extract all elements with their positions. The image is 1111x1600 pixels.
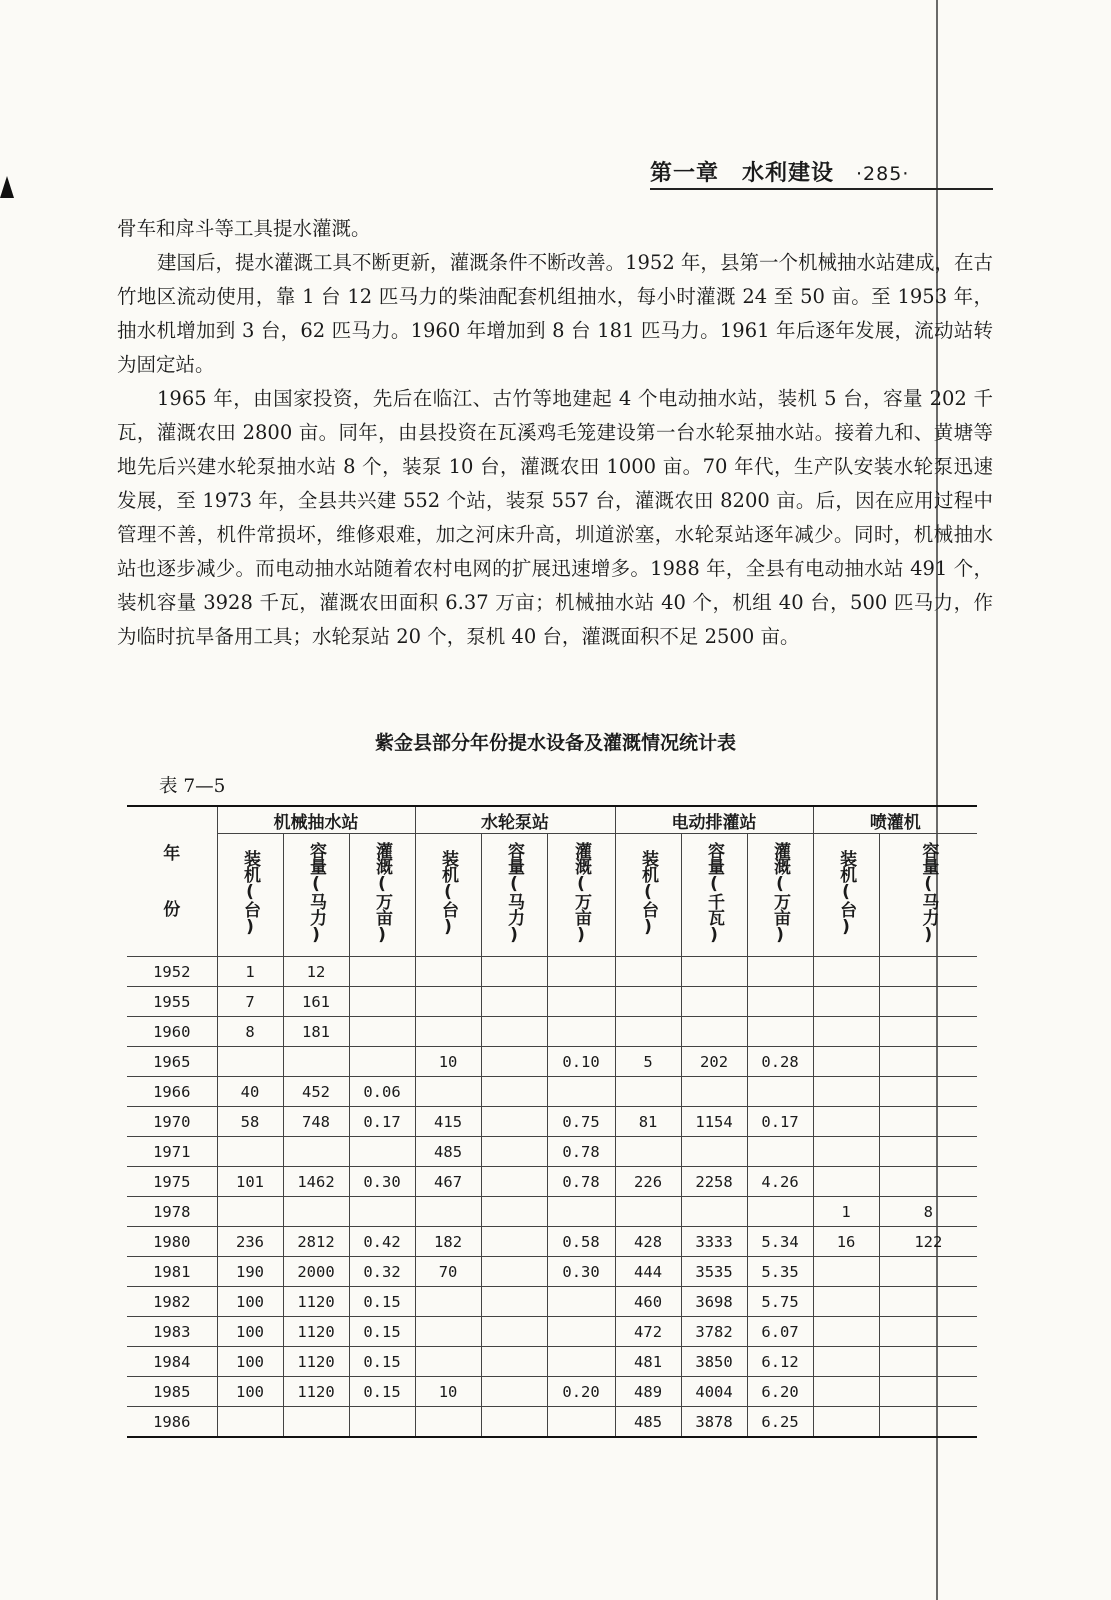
subheader-label: 灌溉(万亩) bbox=[770, 842, 791, 944]
table-cell: 5 bbox=[615, 1047, 681, 1077]
table-row bbox=[127, 1227, 977, 1257]
table-cell bbox=[481, 1377, 547, 1407]
table-cell bbox=[481, 1257, 547, 1287]
table-cell bbox=[879, 1257, 977, 1287]
table-cell bbox=[481, 1287, 547, 1317]
table-cell bbox=[681, 1077, 747, 1107]
subheader-cell bbox=[217, 834, 283, 957]
table-cell: 472 bbox=[615, 1317, 681, 1347]
year-cell: 1980 bbox=[127, 1227, 217, 1257]
subheader-cell bbox=[349, 834, 415, 957]
table-cell: 3850 bbox=[681, 1347, 747, 1377]
table-row bbox=[127, 1407, 977, 1438]
table-cell: 0.15 bbox=[349, 1317, 415, 1347]
year-cell: 1960 bbox=[127, 1017, 217, 1047]
year-cell: 1985 bbox=[127, 1377, 217, 1407]
table-cell bbox=[547, 987, 615, 1017]
table-cell bbox=[283, 1197, 349, 1227]
table-cell: 101 bbox=[217, 1167, 283, 1197]
table-cell: 0.15 bbox=[349, 1347, 415, 1377]
table-cell: 0.15 bbox=[349, 1287, 415, 1317]
year-header-char: 份 bbox=[163, 899, 181, 920]
table-cell: 3535 bbox=[681, 1257, 747, 1287]
table-cell: 460 bbox=[615, 1287, 681, 1317]
table-cell: 481 bbox=[615, 1347, 681, 1377]
year-cell: 1982 bbox=[127, 1287, 217, 1317]
table-cell bbox=[349, 1137, 415, 1167]
subheader-cell bbox=[681, 834, 747, 957]
table-cell: 5.34 bbox=[747, 1227, 813, 1257]
table-cell bbox=[879, 1047, 977, 1077]
table-cell bbox=[747, 987, 813, 1017]
table-cell bbox=[217, 1197, 283, 1227]
table-cell bbox=[813, 1317, 879, 1347]
table-row bbox=[127, 1077, 977, 1107]
table-cell bbox=[813, 1257, 879, 1287]
table-cell: 3878 bbox=[681, 1407, 747, 1438]
table-cell: 100 bbox=[217, 1347, 283, 1377]
table-cell bbox=[879, 1347, 977, 1377]
table-cell: 485 bbox=[615, 1407, 681, 1438]
table-cell bbox=[813, 1107, 879, 1137]
table-cell: 1154 bbox=[681, 1107, 747, 1137]
table-cell bbox=[879, 1407, 977, 1438]
subheader-cell bbox=[747, 834, 813, 957]
table-cell bbox=[747, 1137, 813, 1167]
table-cell bbox=[415, 1287, 481, 1317]
statistics-table bbox=[127, 805, 977, 1438]
table-cell bbox=[813, 1407, 879, 1438]
table-cell: 0.20 bbox=[547, 1377, 615, 1407]
table-cell: 0.28 bbox=[747, 1047, 813, 1077]
table-cell: 236 bbox=[217, 1227, 283, 1257]
subheader-label: 装机(台) bbox=[836, 850, 857, 936]
table-cell bbox=[547, 1347, 615, 1377]
table-cell bbox=[615, 1077, 681, 1107]
table-row bbox=[127, 1347, 977, 1377]
year-cell: 1981 bbox=[127, 1257, 217, 1287]
subheader-label: 装机(台) bbox=[240, 850, 260, 936]
table-cell bbox=[415, 1407, 481, 1438]
table-row bbox=[127, 1047, 977, 1077]
table-cell bbox=[681, 957, 747, 987]
table-body bbox=[127, 957, 977, 1438]
table-cell: 452 bbox=[283, 1077, 349, 1107]
table-cell: 8 bbox=[879, 1197, 977, 1227]
table-cell bbox=[415, 987, 481, 1017]
table-cell: 190 bbox=[217, 1257, 283, 1287]
table-cell: 202 bbox=[681, 1047, 747, 1077]
table-cell: 2812 bbox=[283, 1227, 349, 1257]
year-cell: 1983 bbox=[127, 1317, 217, 1347]
table-cell: 6.25 bbox=[747, 1407, 813, 1438]
table-cell: 0.10 bbox=[547, 1047, 615, 1077]
table-cell: 0.78 bbox=[547, 1167, 615, 1197]
group-header-sprinkler: 喷灌机 bbox=[813, 806, 977, 834]
table-cell bbox=[217, 1047, 283, 1077]
table-cell bbox=[349, 1197, 415, 1227]
table-cell: 1462 bbox=[283, 1167, 349, 1197]
table-cell: 1120 bbox=[283, 1317, 349, 1347]
table-cell bbox=[547, 957, 615, 987]
table-cell bbox=[879, 1137, 977, 1167]
table-cell: 100 bbox=[217, 1287, 283, 1317]
subheader-cell bbox=[879, 834, 977, 957]
table-cell: 5.35 bbox=[747, 1257, 813, 1287]
table-cell bbox=[481, 1047, 547, 1077]
year-cell: 1952 bbox=[127, 957, 217, 987]
table-cell bbox=[813, 1377, 879, 1407]
table-cell bbox=[813, 1347, 879, 1377]
table-cell bbox=[415, 1347, 481, 1377]
table-cell bbox=[481, 1077, 547, 1107]
table-cell bbox=[349, 957, 415, 987]
table-cell bbox=[217, 1137, 283, 1167]
group-header-water-turbine: 水轮泵站 bbox=[415, 806, 615, 834]
table-cell bbox=[481, 1167, 547, 1197]
table-cell bbox=[415, 957, 481, 987]
table-cell bbox=[615, 1137, 681, 1167]
table-cell bbox=[481, 987, 547, 1017]
table-cell: 0.06 bbox=[349, 1077, 415, 1107]
subheader-label: 灌溉(万亩) bbox=[372, 842, 393, 944]
table-cell: 6.07 bbox=[747, 1317, 813, 1347]
table-row bbox=[127, 1107, 977, 1137]
subheader-label: 容量(马力) bbox=[918, 842, 939, 944]
page-number: ·285· bbox=[856, 163, 910, 185]
table-cell bbox=[547, 1077, 615, 1107]
table-cell: 226 bbox=[615, 1167, 681, 1197]
table-cell bbox=[481, 1197, 547, 1227]
table-cell: 467 bbox=[415, 1167, 481, 1197]
table-cell bbox=[813, 1017, 879, 1047]
table-cell: 10 bbox=[415, 1377, 481, 1407]
table-cell: 1 bbox=[813, 1197, 879, 1227]
chapter-title: 第一章 水利建设 bbox=[650, 161, 835, 186]
table-cell bbox=[813, 1287, 879, 1317]
table-cell bbox=[879, 987, 977, 1017]
table-row bbox=[127, 1257, 977, 1287]
subheader-cell bbox=[615, 834, 681, 957]
table-cell bbox=[547, 1317, 615, 1347]
year-cell: 1986 bbox=[127, 1407, 217, 1438]
paragraph-post-1949: 建国后，提水灌溉工具不断更新，灌溉条件不断改善。1952 年，县第一个机械抽水站建成，在古竹地区流动使用，靠 1 台 12 匹马力的柴油配套机组抽水，每小时灌溉 24 至 50 亩。至 1953 年，抽水机增加到 3 台，62 匹马力。1960 年增加到 8 台 181 匹马力。1961 年后逐年发展，流动站转为固定站。 bbox=[117, 251, 993, 376]
table-cell bbox=[481, 1137, 547, 1167]
table-cell bbox=[879, 1167, 977, 1197]
table-cell: 428 bbox=[615, 1227, 681, 1257]
table-cell bbox=[415, 1317, 481, 1347]
table-cell bbox=[415, 1077, 481, 1107]
table-subheader-row bbox=[127, 834, 977, 957]
subheader-cell bbox=[283, 834, 349, 957]
table-cell: 122 bbox=[879, 1227, 977, 1257]
year-cell: 1965 bbox=[127, 1047, 217, 1077]
table-cell: 4.26 bbox=[747, 1167, 813, 1197]
subheader-cell bbox=[481, 834, 547, 957]
table-cell: 6.12 bbox=[747, 1347, 813, 1377]
table-cell bbox=[813, 1167, 879, 1197]
subheader-label: 容量(千瓦) bbox=[704, 842, 725, 944]
table-row bbox=[127, 1017, 977, 1047]
table-cell: 4004 bbox=[681, 1377, 747, 1407]
table-cell bbox=[879, 1017, 977, 1047]
table-row bbox=[127, 1137, 977, 1167]
table-cell: 0.58 bbox=[547, 1227, 615, 1257]
table-cell bbox=[349, 1407, 415, 1438]
header-rule bbox=[650, 188, 993, 190]
table-cell: 0.17 bbox=[747, 1107, 813, 1137]
subheader-cell bbox=[813, 834, 879, 957]
table-cell: 2258 bbox=[681, 1167, 747, 1197]
table-cell: 0.30 bbox=[547, 1257, 615, 1287]
table-cell bbox=[415, 1017, 481, 1047]
table-cell bbox=[879, 1107, 977, 1137]
table-cell bbox=[481, 1347, 547, 1377]
table-cell: 3333 bbox=[681, 1227, 747, 1257]
subheader-label: 装机(台) bbox=[638, 850, 659, 936]
subheader-label: 容量(马力) bbox=[306, 842, 326, 944]
table-cell: 7 bbox=[217, 987, 283, 1017]
table-cell: 1120 bbox=[283, 1347, 349, 1377]
table-cell bbox=[747, 1077, 813, 1107]
year-cell: 1971 bbox=[127, 1137, 217, 1167]
table-cell bbox=[481, 1017, 547, 1047]
table-cell: 100 bbox=[217, 1317, 283, 1347]
table-cell bbox=[813, 987, 879, 1017]
table-cell: 182 bbox=[415, 1227, 481, 1257]
table-cell: 0.17 bbox=[349, 1107, 415, 1137]
table-cell bbox=[747, 957, 813, 987]
table-cell bbox=[879, 1317, 977, 1347]
table-row bbox=[127, 957, 977, 987]
group-header-electric: 电动排灌站 bbox=[615, 806, 813, 834]
table-cell: 485 bbox=[415, 1137, 481, 1167]
table-cell bbox=[747, 1017, 813, 1047]
table-cell bbox=[481, 1107, 547, 1137]
table-cell bbox=[681, 1017, 747, 1047]
table-cell bbox=[217, 1407, 283, 1438]
table-row bbox=[127, 1167, 977, 1197]
year-column-header bbox=[127, 806, 217, 957]
table-cell bbox=[879, 1077, 977, 1107]
table-cell: 40 bbox=[217, 1077, 283, 1107]
table-cell: 0.30 bbox=[349, 1167, 415, 1197]
table-cell: 6.20 bbox=[747, 1377, 813, 1407]
table-cell: 12 bbox=[283, 957, 349, 987]
table-cell bbox=[879, 1377, 977, 1407]
subheader-label: 装机(台) bbox=[438, 850, 459, 936]
table-cell bbox=[813, 1137, 879, 1167]
table-cell bbox=[547, 1287, 615, 1317]
table-cell bbox=[415, 1197, 481, 1227]
table-cell bbox=[681, 987, 747, 1017]
table-cell bbox=[283, 1047, 349, 1077]
table-cell bbox=[481, 1227, 547, 1257]
table-cell bbox=[681, 1137, 747, 1167]
table-cell bbox=[879, 1287, 977, 1317]
year-cell: 1978 bbox=[127, 1197, 217, 1227]
margin-mark bbox=[0, 176, 14, 198]
running-head bbox=[650, 156, 909, 187]
table-cell: 1120 bbox=[283, 1287, 349, 1317]
table-title: 紫金县部分年份提水设备及灌溉情况统计表 bbox=[374, 732, 736, 754]
table-cell bbox=[747, 1197, 813, 1227]
table-cell bbox=[813, 1077, 879, 1107]
table-cell bbox=[615, 1197, 681, 1227]
table-cell: 0.42 bbox=[349, 1227, 415, 1257]
subheader-label: 容量(马力) bbox=[504, 842, 525, 944]
table-cell bbox=[615, 987, 681, 1017]
year-cell: 1975 bbox=[127, 1167, 217, 1197]
table-cell: 415 bbox=[415, 1107, 481, 1137]
table-group-header-row bbox=[127, 806, 977, 834]
table-cell: 0.75 bbox=[547, 1107, 615, 1137]
table-cell bbox=[283, 1137, 349, 1167]
paragraph-continuation: 骨车和戽斗等工具提水灌溉。 bbox=[117, 217, 371, 240]
table-cell: 0.32 bbox=[349, 1257, 415, 1287]
table-cell: 444 bbox=[615, 1257, 681, 1287]
year-header-char: 年 bbox=[163, 843, 181, 864]
subheader-cell bbox=[415, 834, 481, 957]
table-cell: 489 bbox=[615, 1377, 681, 1407]
table-cell bbox=[349, 1047, 415, 1077]
table-cell: 8 bbox=[217, 1017, 283, 1047]
table-cell: 1 bbox=[217, 957, 283, 987]
subheader-label: 灌溉(万亩) bbox=[571, 842, 592, 944]
year-cell: 1970 bbox=[127, 1107, 217, 1137]
table-row bbox=[127, 987, 977, 1017]
table-cell: 0.78 bbox=[547, 1137, 615, 1167]
table-row bbox=[127, 1287, 977, 1317]
year-cell: 1966 bbox=[127, 1077, 217, 1107]
table-cell: 0.15 bbox=[349, 1377, 415, 1407]
table-cell: 2000 bbox=[283, 1257, 349, 1287]
table-cell bbox=[481, 1407, 547, 1438]
table-cell bbox=[615, 957, 681, 987]
table-cell: 10 bbox=[415, 1047, 481, 1077]
table-cell bbox=[547, 1197, 615, 1227]
table-cell: 70 bbox=[415, 1257, 481, 1287]
table-cell: 1120 bbox=[283, 1377, 349, 1407]
year-cell: 1955 bbox=[127, 987, 217, 1017]
table-cell: 3782 bbox=[681, 1317, 747, 1347]
table-cell bbox=[615, 1017, 681, 1047]
table-cell bbox=[879, 957, 977, 987]
group-header-mechanical: 机械抽水站 bbox=[217, 806, 415, 834]
table-cell bbox=[349, 987, 415, 1017]
table-cell: 181 bbox=[283, 1017, 349, 1047]
table-cell bbox=[813, 957, 879, 987]
table-cell: 16 bbox=[813, 1227, 879, 1257]
table-row bbox=[127, 1317, 977, 1347]
table-cell bbox=[547, 1407, 615, 1438]
table-cell bbox=[283, 1407, 349, 1438]
table-cell bbox=[813, 1047, 879, 1077]
table-cell bbox=[481, 957, 547, 987]
table-cell bbox=[481, 1317, 547, 1347]
table-cell: 161 bbox=[283, 987, 349, 1017]
table-cell: 81 bbox=[615, 1107, 681, 1137]
table-label: 表 7—5 bbox=[159, 776, 226, 797]
table-cell bbox=[349, 1017, 415, 1047]
subheader-cell bbox=[547, 834, 615, 957]
table-cell: 5.75 bbox=[747, 1287, 813, 1317]
paragraph-1965: 1965 年，由国家投资，先后在临江、古竹等地建起 4 个电动抽水站，装机 5 台，容量 202 千瓦，灌溉农田 2800 亩。同年，由县投资在瓦溪鸡毛笼建设第一台水轮泵抽水站。接着九和、黄塘等地先后兴建水轮泵抽水站 8 个，装泵 10 台，灌溉农田 1000 亩。70 年代，生产队安装水轮泵迅速发展，至 1973 年，全县共兴建 552 个站，装泵 557 台，灌溉农田 8200 亩。后，因在应用过程中管理不善，机件常损坏，维修艰难，加之河床升高，圳道淤塞，水轮泵站逐年减少。同时，机械抽水站也逐步减少。而电动抽水站随着农村电网的扩展迅速增多。1988 年，全县有电动抽水站 491 个，装机容量 3928 千瓦，灌溉农田面积 6.37 万亩；机械抽水站 40 个，机组 40 台，500 匹马力，作为临时抗旱备用工具；水轮泵站 20 个，泵机 40 台，灌溉面积不足 2500 亩。 bbox=[117, 387, 993, 648]
table-row bbox=[127, 1377, 977, 1407]
table-cell: 3698 bbox=[681, 1287, 747, 1317]
table-cell: 58 bbox=[217, 1107, 283, 1137]
table-cell: 100 bbox=[217, 1377, 283, 1407]
table-cell: 748 bbox=[283, 1107, 349, 1137]
table-cell bbox=[681, 1197, 747, 1227]
table-row bbox=[127, 1197, 977, 1227]
year-cell: 1984 bbox=[127, 1347, 217, 1377]
table-cell bbox=[547, 1017, 615, 1047]
